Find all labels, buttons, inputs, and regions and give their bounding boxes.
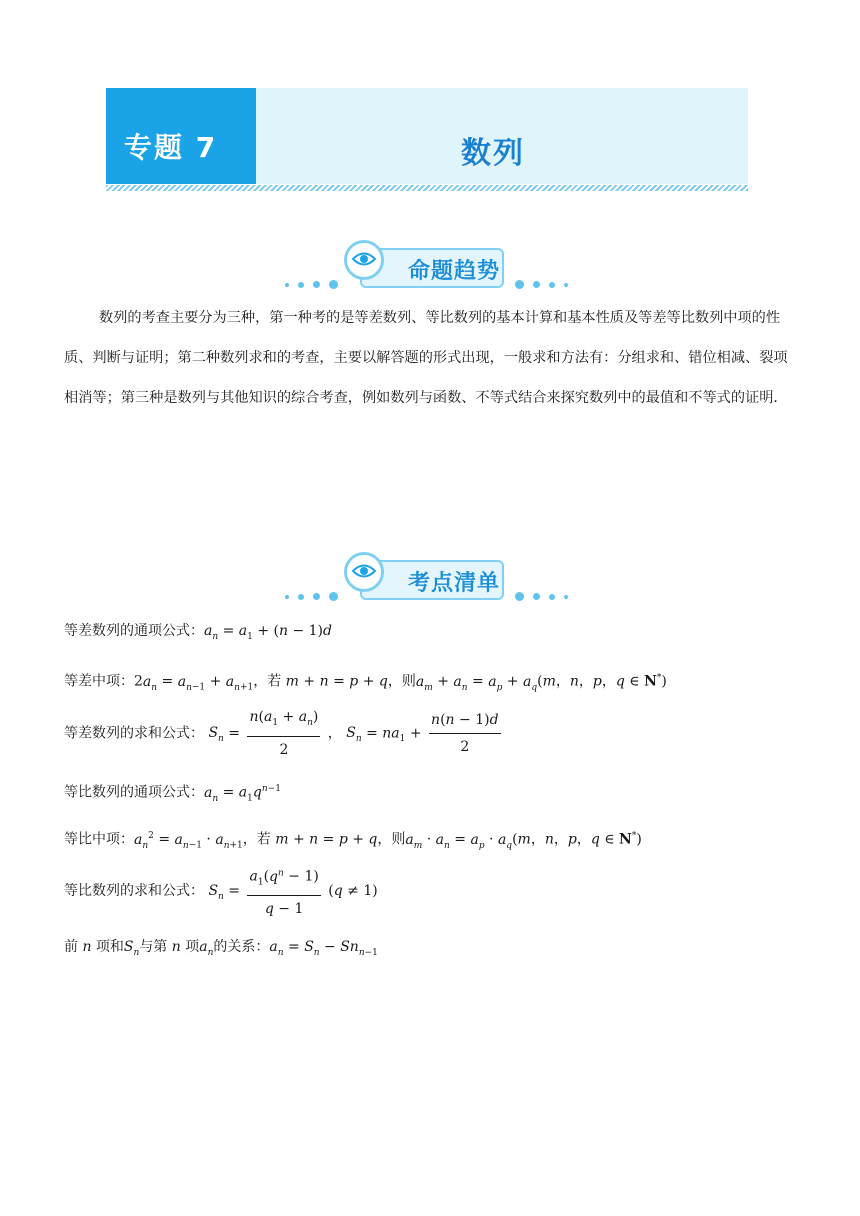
header-banner xyxy=(106,88,748,184)
formula-arith-general-term: 等差数列的通项公式：$a_n = a_1 + (n - 1)d$ xyxy=(64,623,332,642)
section-title: 考点清单 xyxy=(408,571,501,596)
section-heading-checklist xyxy=(280,552,580,602)
trend-paragraph: 数列的考查主要分为三种，第一种考的是等差数列、等比数列的基本计算和基本性质及等差等比数列中项的性质、判断与证明；第二种数列求和的考查，主要以解答题的形式出现，一般求和方法有：分组求和、错位相减、裂项相消等；第三种是数列与其他知识的综合考查，例如数列与函数、不等式结合来探究数列中的最值和不等式的证明． xyxy=(64,310,788,406)
formula-geo-sum: 等比数列的求和公式： $S_n$ = $\frac{a_1(q^n - 1)}{q - 1}$ (q ≠ 1) xyxy=(64,862,378,920)
dots-right xyxy=(515,586,577,594)
section-title: 命题趋势 xyxy=(408,259,501,284)
page-title: 数列 xyxy=(461,136,525,171)
dots-left xyxy=(285,586,347,594)
formula-sum-term-relation: 前 n 项和$S_n$与第 n 项$a_n$的关系：$a_n = S_n - Sn_{n-1}$ xyxy=(64,939,378,958)
topic-label: 专题 7 xyxy=(124,131,218,164)
formula-arith-sum: 等差数列的求和公式： $S_n$ = $\frac{n(a_1 + a_n)}{2}$ ， $S_n = na_1$ + $\frac{n(n - 1)d}{2}$ xyxy=(64,706,504,761)
section-heading-trend xyxy=(280,240,580,290)
topic-label-box xyxy=(106,88,256,184)
eye-icon xyxy=(344,240,384,280)
dots-right xyxy=(515,274,577,282)
dots-left xyxy=(285,274,347,282)
formula-geo-middle-term: 等比中项：$a_n^2 = a_{n-1} \cdot a_{n+1}$，若 m + n = p + q，则$a_m \cdot a_n = a_p \cdot a_q(m$，n，p，q ∈ N*) xyxy=(64,831,642,851)
formula-arith-middle-term: 等差中项：$2a_n = a_{n-1} + a_{n+1}$，若 m + n = p + q，则$a_m + a_n = a_p + a_q(m$，n，p，q ∈ N*) xyxy=(64,673,667,693)
eye-icon xyxy=(344,552,384,592)
formula-geo-general-term: 等比数列的通项公式：$a_n = a_1q^{n-1}$ xyxy=(64,784,281,804)
banner-stripe xyxy=(106,185,748,191)
